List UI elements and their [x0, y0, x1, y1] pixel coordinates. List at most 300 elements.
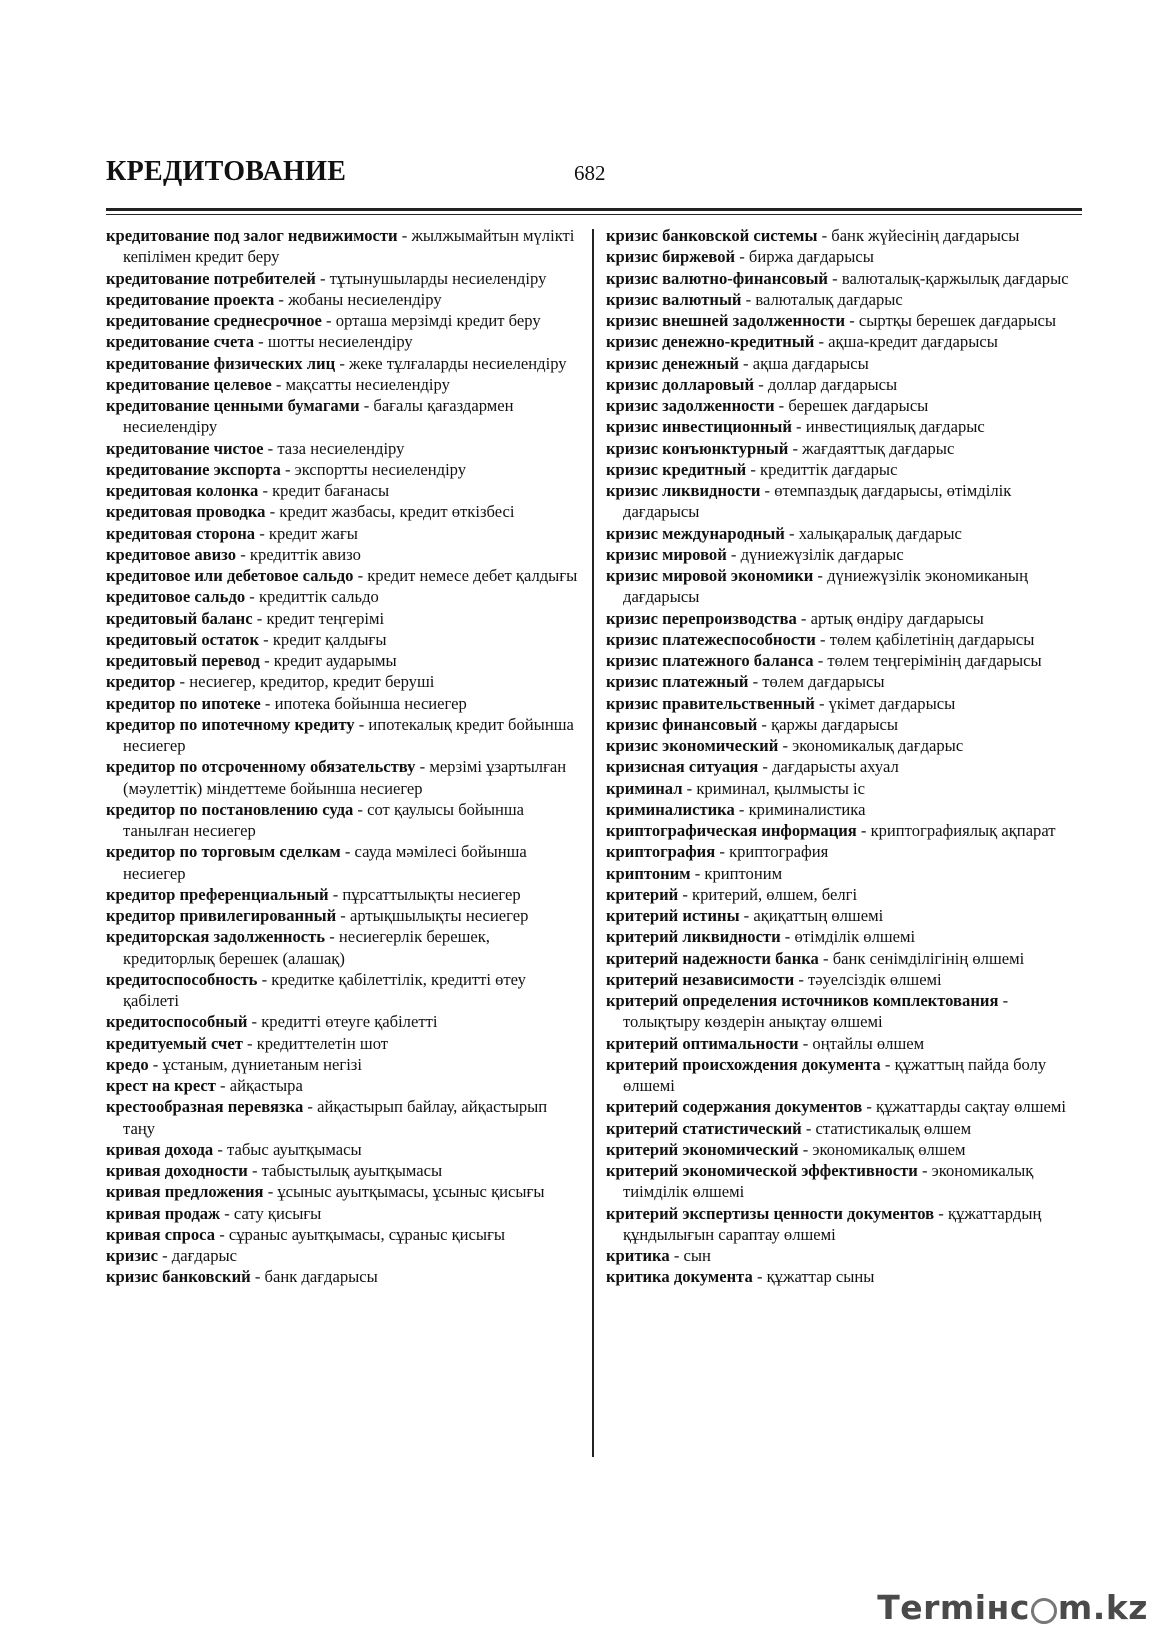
entry-definition: статистикалық өлшем: [815, 1118, 972, 1138]
entry-definition: банк дағдарысы: [264, 1267, 378, 1287]
entry-definition: сұраныс ауытқымасы, сұраныс қисығы: [228, 1224, 506, 1244]
entry-separator: -: [814, 332, 829, 352]
entry-separator: -: [813, 566, 828, 585]
entry-separator: -: [917, 1161, 932, 1180]
dictionary-entry: [106, 1266, 582, 1287]
dictionary-entry: [106, 629, 582, 650]
entry-term: кризис денежный: [606, 353, 739, 373]
entry-term: кредитоспособность: [106, 969, 258, 989]
entry-term: кредитоспособный: [106, 1012, 248, 1032]
dictionary-entry: [606, 310, 1086, 331]
entry-separator: -: [265, 502, 280, 522]
dictionary-entry: [106, 459, 582, 480]
entry-separator: -: [397, 226, 412, 245]
dictionary-entry: [606, 480, 1086, 523]
entry-separator: -: [258, 481, 273, 500]
dictionary-entry: [606, 926, 1086, 947]
dictionary-entry: [606, 1203, 1086, 1246]
dictionary-entry: [106, 310, 582, 331]
dictionary-entry: [106, 331, 582, 352]
entry-definition: дағдарысты ахуал: [772, 757, 899, 777]
entry-definition: құжаттардың құндылығын сараптау өлшемі: [623, 1203, 1042, 1244]
entry-definition: пұрсаттылықты несиегер: [342, 884, 521, 904]
dictionary-entry: [606, 693, 1086, 714]
dictionary-entry: [106, 438, 582, 459]
entry-definition: таза несиелендіру: [277, 438, 405, 458]
entry-definition: экономикалық дағдарыс: [792, 736, 964, 755]
entry-definition: критерий, өлшем, белгі: [692, 884, 858, 904]
entry-separator: -: [758, 757, 773, 777]
entry-term: кризис денежно-кредитный: [606, 332, 815, 352]
entry-term: кризис перепроизводства: [606, 608, 797, 628]
entry-definition: кредиттік дағдарыс: [760, 459, 898, 479]
dictionary-entry: [106, 1224, 582, 1245]
dictionary-entry: [106, 969, 582, 1012]
entry-separator: -: [340, 842, 355, 862]
entry-separator: -: [257, 969, 272, 989]
entry-definition: криминалистика: [748, 799, 866, 819]
entry-definition: сату қисығы: [233, 1203, 322, 1223]
column-divider: [592, 229, 594, 1457]
entry-separator: -: [325, 927, 339, 947]
entry-term: кризис конъюнктурный: [606, 438, 789, 458]
entry-separator: -: [255, 523, 269, 543]
entry-separator: -: [175, 672, 190, 692]
entry-term: криминал: [606, 778, 683, 798]
entry-term: криптоним: [606, 863, 691, 883]
entry-separator: -: [280, 459, 295, 479]
entry-separator: -: [796, 608, 811, 628]
dictionary-entry: [606, 544, 1086, 565]
entry-separator: -: [734, 799, 749, 819]
entry-separator: -: [746, 459, 761, 479]
entry-term: кредитовое авизо: [106, 544, 237, 564]
header-rule-thick: [106, 208, 1082, 211]
entry-separator: -: [791, 417, 806, 437]
entry-term: кривая дохода: [106, 1139, 214, 1159]
dictionary-entry: [106, 841, 582, 884]
dictionary-entry: [606, 268, 1086, 289]
entry-separator: -: [321, 311, 336, 330]
entry-definition: криптоним: [704, 863, 783, 883]
entry-term: кредитовая колонка: [106, 481, 259, 500]
entry-term: критерий ликвидности: [606, 927, 781, 947]
entry-definition: кредитті өтеуге қабілетті: [261, 1012, 438, 1032]
entry-separator: -: [774, 396, 789, 415]
entry-term: кривая спроса: [106, 1224, 216, 1244]
entry-separator: -: [669, 1246, 684, 1265]
entry-term: кредитование экспорта: [106, 459, 281, 479]
entry-separator: -: [784, 523, 799, 543]
entry-term: кредитование проекта: [106, 289, 275, 309]
entry-separator: -: [242, 1033, 257, 1053]
entry-definition: кредит теңгерімі: [266, 608, 385, 628]
dictionary-entry: [606, 948, 1086, 969]
entry-term: кредитовый перевод: [106, 651, 260, 670]
entry-term: кредитование чистое: [106, 438, 264, 458]
page-title: КРЕДИТОВАНИЕ: [106, 156, 347, 187]
entry-term: критерий содержания документов: [606, 1097, 863, 1117]
entry-definition: экспортты несиелендіру: [294, 459, 467, 479]
entry-term: кризис правительственный: [606, 693, 815, 713]
entry-definition: несиегер, кредитор, кредит беруші: [189, 672, 435, 692]
entry-term: кредиторская задолженность: [106, 927, 326, 947]
entry-term: кризис платежного баланса: [606, 651, 814, 670]
entry-definition: мерзімі ұзартылған (мәулеттік) міндеттеме бойынша несиегер: [123, 757, 567, 798]
entry-definition: сыртқы берешек дағдарысы: [858, 311, 1057, 330]
entry-term: кризис задолженности: [606, 396, 775, 415]
entry-term: кредитовое сальдо: [106, 587, 246, 607]
dictionary-entry: [606, 289, 1086, 310]
entry-term: кризис банковской системы: [606, 226, 818, 245]
entry-definition: валюталық дағдарыс: [755, 289, 903, 309]
entry-separator: -: [271, 374, 286, 394]
entry-definition: дүниежүзілік дағдарыс: [740, 544, 904, 564]
entry-separator: -: [739, 906, 754, 925]
entry-separator: -: [845, 311, 859, 330]
entry-definition: тұтынушыларды несиелендіру: [329, 268, 547, 288]
entry-definition: криптография: [729, 842, 829, 862]
entry-separator: -: [260, 693, 275, 713]
dictionary-entry: [606, 523, 1086, 544]
entry-definition: өтемпаздық дағдарысы, өтімділік дағдарысы: [623, 481, 1012, 522]
entry-definition: бағалы қағаздармен несиелендіру: [123, 396, 514, 437]
entry-term: кредитор по торговым сделкам: [106, 842, 341, 862]
entry-separator: -: [215, 1224, 229, 1244]
entry-separator: -: [752, 1267, 767, 1287]
dictionary-entry: [106, 225, 582, 268]
dictionary-entry: [106, 1181, 582, 1202]
entry-definition: табыстылық ауытқымасы: [261, 1161, 443, 1180]
entry-separator: -: [359, 396, 374, 415]
entry-separator: -: [259, 651, 274, 670]
dictionary-entry: [606, 1266, 1086, 1287]
entry-term: критерий: [606, 884, 679, 904]
entry-term: критерий независимости: [606, 969, 795, 989]
entry-term: кризис экономический: [606, 736, 779, 755]
entry-definition: банк жүйесінің дағдарысы: [831, 226, 1020, 245]
dictionary-entry: [106, 1245, 582, 1266]
dictionary-entry: [106, 799, 582, 842]
entry-definition: сауда мәмілесі бойынша несиегер: [123, 842, 527, 883]
page-number: 682: [574, 161, 606, 185]
entry-separator: -: [754, 374, 768, 394]
entry-definition: несиегерлік берешек, кредиторлық берешек (алашақ): [123, 927, 490, 968]
entry-definition: берешек дағдарысы: [788, 396, 929, 415]
entry-definition: құжаттарды сақтау өлшемі: [876, 1097, 1066, 1117]
entry-term: кредитовый остаток: [106, 629, 260, 649]
dictionary-entry: [106, 884, 582, 905]
entry-definition: төлем дағдарысы: [762, 672, 885, 692]
entry-separator: -: [738, 353, 753, 373]
entry-definition: толықтыру көздерін анықтау өлшемі: [623, 1012, 883, 1032]
entry-term: критерий экономической эффективности: [606, 1161, 918, 1180]
entry-term: кривая продаж: [106, 1203, 221, 1223]
entry-definition: кредит қалдығы: [272, 629, 387, 649]
entry-definition: жағдаяттық дағдарыс: [802, 438, 955, 458]
entry-term: кредитование ценными бумагами: [106, 396, 360, 415]
entry-definition: кредиттік авизо: [249, 544, 361, 564]
entry-separator: -: [798, 1033, 813, 1053]
entry-definition: айқастыра: [229, 1076, 303, 1095]
entry-term: критерий экспертизы ценности документов: [606, 1203, 935, 1223]
entry-definition: артық өндіру дағдарысы: [810, 608, 984, 628]
dictionary-entry: [106, 374, 582, 395]
entry-term: кризис банковский: [106, 1267, 251, 1287]
entry-definition: сын: [683, 1246, 711, 1265]
entry-term: кризис инвестиционный: [606, 417, 792, 437]
entry-separator: -: [354, 714, 369, 734]
dictionary-entry: [606, 1096, 1086, 1117]
entry-separator: -: [735, 247, 749, 267]
entry-term: кредитор по постановлению суда: [106, 799, 354, 819]
entry-definition: сот қаулысы бойынша танылған несиегер: [123, 799, 524, 840]
entry-separator: -: [215, 1076, 230, 1095]
entry-term: криптографическая информация: [606, 821, 857, 840]
entry-definition: табыс ауытқымасы: [227, 1139, 362, 1159]
dictionary-entry: [106, 671, 582, 692]
entry-term: кредитовое или дебетовое сальдо: [106, 566, 354, 585]
entry-separator: -: [814, 693, 829, 713]
entry-definition: өтімділік өлшемі: [794, 927, 916, 947]
dictionary-entry: [606, 246, 1086, 267]
entry-definition: төлем қабілетінің дағдарысы: [829, 629, 1035, 649]
dictionary-entry: [106, 480, 582, 501]
dictionary-entry: [606, 225, 1086, 246]
entry-separator: -: [690, 863, 705, 883]
dictionary-entry: [106, 1203, 582, 1224]
entry-separator: -: [780, 927, 795, 947]
magnifier-o-icon: [1031, 1598, 1057, 1624]
entry-separator: -: [315, 268, 330, 288]
dictionary-entry: [606, 565, 1086, 608]
entry-definition: валюталық-қаржылық дағдарыс: [841, 268, 1069, 288]
entry-separator: -: [862, 1097, 877, 1117]
entry-separator: -: [801, 1118, 816, 1138]
entry-separator: -: [682, 778, 697, 798]
dictionary-entry: [606, 438, 1086, 459]
entry-separator: -: [678, 884, 693, 904]
entry-definition: дағдарыс: [171, 1246, 238, 1265]
entry-definition: кредит бағанасы: [272, 481, 390, 500]
dictionary-entry: [106, 565, 582, 586]
entry-separator: -: [336, 906, 350, 925]
dictionary-entry: [606, 884, 1086, 905]
entry-term: кризис международный: [606, 523, 785, 543]
entry-term: кредо: [106, 1054, 149, 1074]
entry-separator: -: [303, 1097, 318, 1117]
dictionary-entry: [606, 799, 1086, 820]
entry-term: кризис мировой экономики: [606, 566, 814, 585]
watermark-middle: ermінc: [900, 1588, 1030, 1627]
entry-definition: мақсатты несиелендіру: [285, 374, 450, 394]
entry-definition: ұсыныс ауытқымасы, ұсыныс қисығы: [277, 1182, 545, 1202]
dictionary-entry: [606, 459, 1086, 480]
entry-definition: банк сенімділігінің өлшемі: [832, 948, 1025, 968]
entry-definition: экономикалық өлшем: [812, 1139, 966, 1159]
entry-separator: -: [813, 651, 828, 670]
entry-definition: кредит немесе дебет қалдығы: [367, 566, 578, 585]
entry-separator: -: [828, 268, 842, 288]
dictionary-entry: [606, 735, 1086, 756]
dictionary-entry: [606, 778, 1086, 799]
entry-term: критика документа: [606, 1267, 753, 1287]
entry-separator: -: [250, 1267, 265, 1287]
entry-definition: жеке тұлғаларды несиелендіру: [349, 353, 567, 373]
entry-definition: ипотека бойынша несиегер: [274, 693, 467, 713]
dictionary-entry: [106, 1160, 582, 1181]
entry-term: кризис платежеспособности: [606, 629, 816, 649]
entry-term: критерий определения источников комплектования: [606, 991, 999, 1010]
entry-term: кредитование под залог недвижимости: [106, 226, 398, 245]
entry-separator: -: [335, 353, 349, 373]
entry-definition: криптографиялық ақпарат: [870, 821, 1056, 840]
entry-separator: -: [157, 1246, 172, 1265]
entry-definition: ұстаным, дүниетаным негізі: [162, 1054, 362, 1074]
dictionary-entry: [106, 289, 582, 310]
dictionary-entry: [606, 1033, 1086, 1054]
entry-term: кредитор преференциальный: [106, 884, 329, 904]
entry-term: кризис внешней задолженности: [606, 311, 846, 330]
entry-definition: артықшылықты несиегер: [349, 906, 529, 925]
dictionary-entry: [606, 905, 1086, 926]
entry-term: кредитор по отсроченному обязательству: [106, 757, 416, 777]
dictionary-entry: [106, 1075, 582, 1096]
dictionary-entry: [606, 990, 1086, 1033]
entry-definition: дүниежүзілік экономиканың дағдарысы: [623, 566, 1028, 607]
entry-term: кредитовая сторона: [106, 523, 256, 543]
entry-separator: -: [353, 799, 368, 819]
entry-separator: -: [788, 438, 803, 458]
entry-term: кредитор: [106, 672, 176, 692]
entry-separator: -: [274, 289, 289, 309]
entry-term: критерий надежности банка: [606, 948, 819, 968]
entry-definition: орташа мерзімді кредит беру: [335, 311, 541, 330]
dictionary-entry: [606, 671, 1086, 692]
entry-definition: үкімет дағдарысы: [828, 693, 956, 713]
dictionary-entry: [606, 820, 1086, 841]
entry-separator: -: [236, 544, 250, 564]
entry-term: кризисная ситуация: [606, 757, 759, 777]
dictionary-entry: [606, 374, 1086, 395]
entry-separator: -: [263, 1182, 278, 1202]
entry-term: кризис финансовый: [606, 714, 758, 734]
entry-term: критерий истины: [606, 906, 740, 925]
entry-separator: -: [247, 1161, 262, 1180]
entry-term: кредитование целевое: [106, 374, 272, 394]
entry-term: кредитование потребителей: [106, 268, 316, 288]
dictionary-entry: [606, 608, 1086, 629]
entry-term: критерий происхождения документа: [606, 1054, 881, 1074]
entry-term: кризис: [106, 1246, 158, 1265]
entry-term: кризис мировой: [606, 544, 727, 564]
entry-separator: -: [757, 714, 772, 734]
dictionary-entry: [606, 714, 1086, 735]
dictionary-entry: [106, 1139, 582, 1160]
dictionary-entry: [106, 544, 582, 565]
entry-definition: төлем теңгерімінің дағдарысы: [827, 651, 1042, 670]
entry-term: кредитовая проводка: [106, 502, 266, 522]
entry-definition: шотты несиелендіру: [267, 332, 413, 352]
entry-term: кризис кредитный: [606, 459, 747, 479]
entry-term: кризис долларовый: [606, 374, 755, 394]
entry-separator: -: [254, 332, 268, 352]
entry-separator: -: [213, 1139, 228, 1159]
dictionary-entry: [106, 353, 582, 374]
entry-term: кредитование счета: [106, 332, 255, 352]
entry-separator: -: [148, 1054, 163, 1074]
dictionary-entry: [606, 1160, 1086, 1203]
entry-definition: жобаны несиелендіру: [288, 289, 442, 309]
dictionary-entry: [606, 1245, 1086, 1266]
entry-term: криптография: [606, 842, 716, 862]
entry-separator: -: [220, 1203, 234, 1223]
entry-term: критерий экономический: [606, 1139, 799, 1159]
dictionary-entry: [606, 1139, 1086, 1160]
dictionary-entry: [606, 629, 1086, 650]
entry-term: критерий оптимальности: [606, 1033, 799, 1053]
entry-separator: -: [328, 884, 343, 904]
entry-term: кризис валютно-финансовый: [606, 268, 828, 288]
terminkom-watermark-logo: [877, 1588, 1148, 1627]
dictionary-entry: [606, 756, 1086, 777]
dictionary-entry: [106, 1011, 582, 1032]
entry-definition: ақша дағдарысы: [752, 353, 869, 373]
entry-separator: -: [748, 672, 763, 692]
entry-term: кредитуемый счет: [106, 1033, 243, 1053]
entry-definition: кредит жағы: [268, 523, 358, 543]
dictionary-entry: [106, 693, 582, 714]
entry-term: крест на крест: [106, 1076, 216, 1095]
dictionary-entry: [106, 1054, 582, 1075]
entry-definition: кредит аударымы: [273, 651, 397, 670]
entry-term: кризис платежный: [606, 672, 749, 692]
entry-definition: кредиттік сальдо: [258, 587, 379, 607]
dictionary-entry: [106, 905, 582, 926]
dictionary-entry: [106, 1096, 582, 1139]
entry-separator: -: [880, 1054, 895, 1074]
header-rule-thin: [106, 214, 1082, 215]
entry-separator: -: [245, 587, 259, 607]
watermark-prefix: T: [877, 1588, 901, 1627]
entry-definition: ақиқаттың өлшемі: [753, 906, 884, 925]
entry-separator: -: [263, 438, 278, 458]
entry-definition: кредитке қабілеттілік, кредитті өтеу қабілеті: [123, 969, 526, 1010]
entry-separator: -: [741, 289, 756, 309]
dictionary-entry: [106, 268, 582, 289]
dictionary-entry: [106, 1033, 582, 1054]
entry-term: критерий статистический: [606, 1118, 802, 1138]
entry-definition: кредиттелетін шот: [256, 1033, 389, 1053]
dictionary-entry: [106, 650, 582, 671]
entry-term: кредитование среднесрочное: [106, 311, 322, 330]
dictionary-entry: [106, 501, 582, 522]
entry-term: кредитор привилегированный: [106, 906, 337, 925]
entry-term: кредитор по ипотеке: [106, 693, 261, 713]
entry-definition: ақша-кредит дағдарысы: [828, 332, 998, 352]
dictionary-entry: [606, 650, 1086, 671]
entry-definition: инвестициялық дағдарыс: [805, 417, 985, 437]
entry-separator: -: [259, 629, 273, 649]
right-column: [606, 225, 1086, 1288]
entry-definition: доллар дағдарысы: [767, 374, 898, 394]
entry-definition: құжаттың пайда болу өлшемі: [623, 1054, 1047, 1095]
entry-term: криминалистика: [606, 799, 735, 819]
entry-term: кризис ликвидности: [606, 481, 761, 500]
dictionary-entry: [106, 395, 582, 438]
dictionary-entry: [106, 756, 582, 799]
entry-definition: криминал, қылмысты іс: [696, 778, 865, 798]
